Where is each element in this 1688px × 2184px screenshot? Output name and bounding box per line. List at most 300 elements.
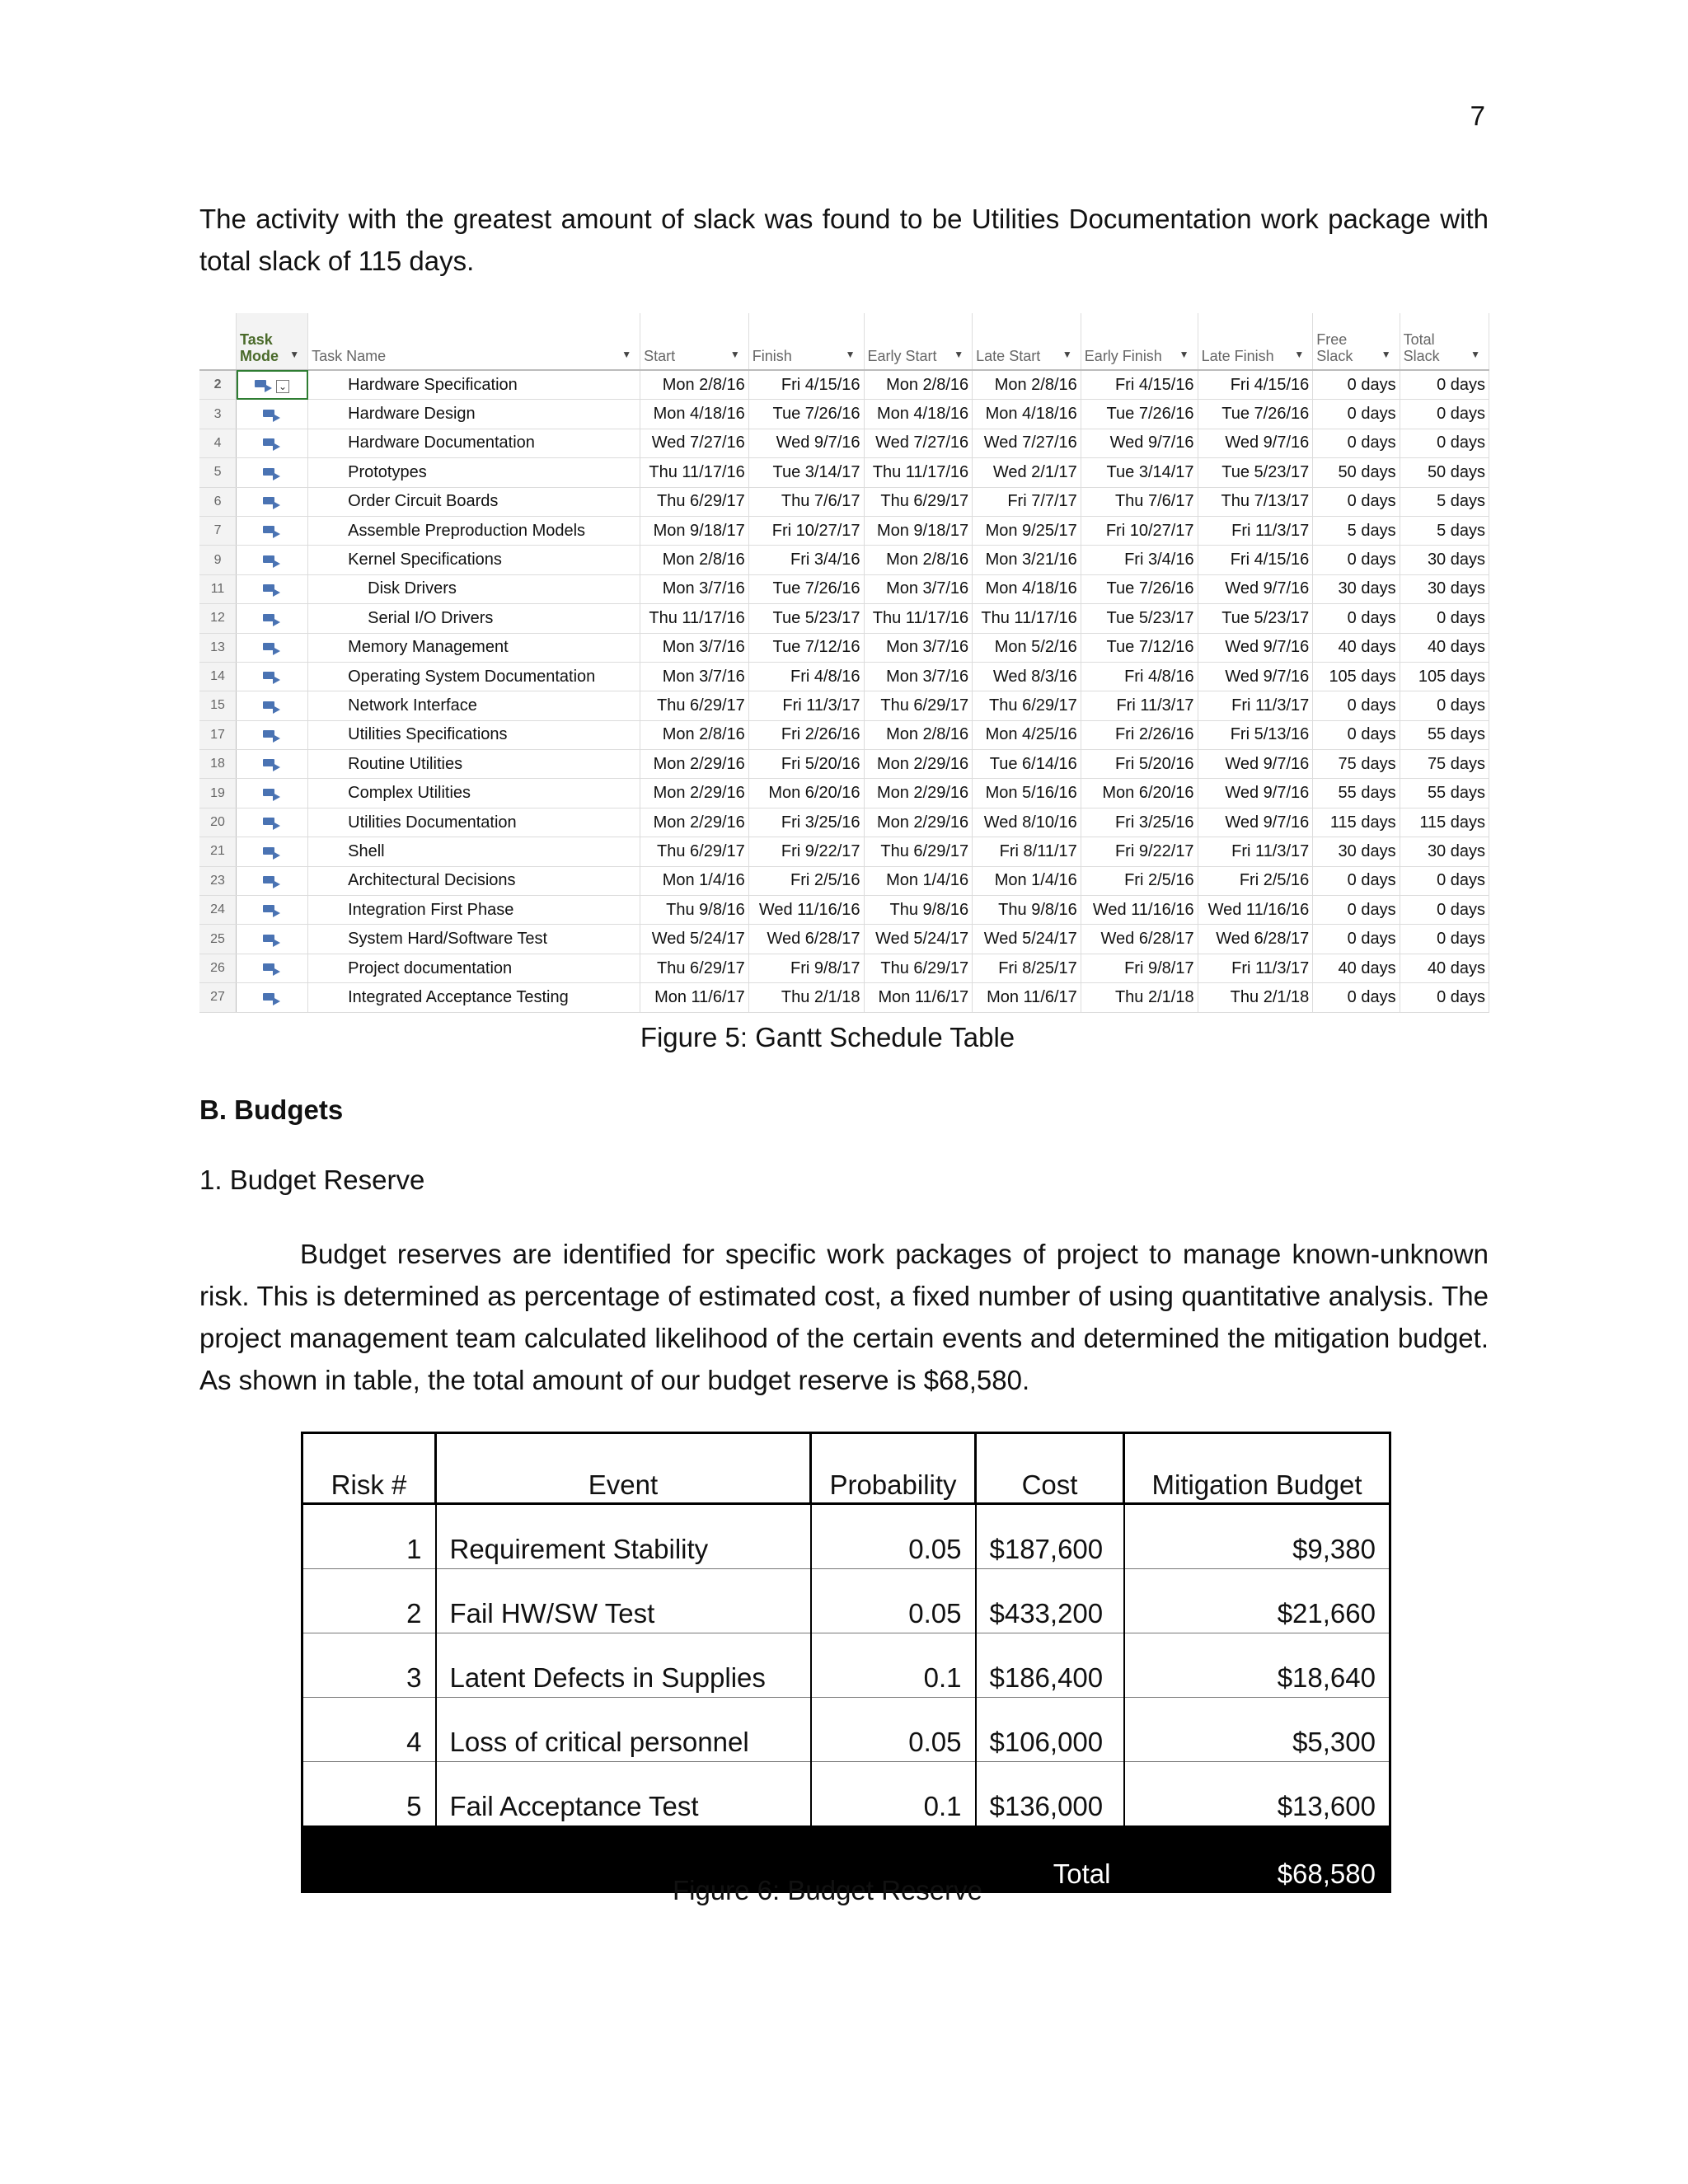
table-row[interactable] bbox=[199, 896, 1489, 925]
table-row[interactable] bbox=[199, 750, 1489, 779]
task-name[interactable]: Hardware Documentation bbox=[308, 429, 640, 457]
start-date[interactable]: Thu 6/29/17 bbox=[640, 954, 749, 982]
late-finish-date[interactable]: Wed 9/7/16 bbox=[1198, 662, 1313, 691]
finish-date[interactable]: Fri 11/3/17 bbox=[748, 691, 864, 720]
late-start-date[interactable]: Mon 11/6/17 bbox=[973, 983, 1081, 1012]
early-finish-date[interactable]: Tue 7/26/16 bbox=[1081, 400, 1198, 429]
table-row[interactable] bbox=[199, 633, 1489, 662]
finish-date[interactable]: Fri 9/8/17 bbox=[748, 954, 864, 982]
auto-scheduled-task-icon bbox=[263, 992, 281, 1004]
task-name[interactable]: Network Interface bbox=[308, 691, 640, 720]
total-slack-header[interactable]: Total Slack ▼ bbox=[1400, 313, 1489, 370]
early-start-date[interactable]: Mon 11/6/17 bbox=[864, 983, 973, 1012]
row-number[interactable]: 21 bbox=[199, 837, 237, 866]
task-name[interactable]: Project documentation bbox=[308, 954, 640, 982]
early-start-date[interactable]: Thu 11/17/16 bbox=[864, 604, 973, 633]
row-number[interactable]: 26 bbox=[199, 954, 237, 982]
task-name[interactable]: Routine Utilities bbox=[308, 750, 640, 779]
late-start-date[interactable]: Mon 3/21/16 bbox=[973, 546, 1081, 574]
late-start-date[interactable]: Wed 2/1/17 bbox=[973, 458, 1081, 487]
early-start-date[interactable]: Mon 2/8/16 bbox=[864, 546, 973, 574]
probability-value: 0.05 bbox=[811, 1698, 976, 1762]
free-slack[interactable]: 115 days bbox=[1313, 808, 1400, 837]
early-finish-date[interactable]: Tue 7/12/16 bbox=[1081, 633, 1198, 662]
start-date[interactable]: Mon 2/29/16 bbox=[640, 808, 749, 837]
free-slack[interactable]: 105 days bbox=[1313, 662, 1400, 691]
table-row[interactable] bbox=[199, 574, 1489, 603]
late-start-date[interactable]: Wed 8/10/16 bbox=[973, 808, 1081, 837]
late-finish-header[interactable]: Late Finish ▼ bbox=[1198, 313, 1313, 370]
row-number[interactable]: 6 bbox=[199, 487, 237, 516]
table-row[interactable] bbox=[199, 516, 1489, 545]
task-mode-cell[interactable] bbox=[237, 604, 308, 633]
row-number[interactable]: 19 bbox=[199, 779, 237, 808]
dropdown-arrow-icon[interactable]: ▼ bbox=[1294, 349, 1305, 360]
start-date[interactable]: Mon 2/8/16 bbox=[640, 546, 749, 574]
start-date[interactable]: Mon 4/18/16 bbox=[640, 400, 749, 429]
table-row[interactable] bbox=[199, 370, 1489, 400]
total-slack[interactable]: 30 days bbox=[1400, 837, 1489, 866]
task-mode-cell[interactable] bbox=[237, 720, 308, 749]
dropdown-arrow-icon[interactable]: ▼ bbox=[1179, 349, 1189, 360]
row-number[interactable]: 12 bbox=[199, 604, 237, 633]
table-row[interactable] bbox=[199, 487, 1489, 516]
total-slack[interactable]: 55 days bbox=[1400, 779, 1489, 808]
table-row[interactable] bbox=[199, 720, 1489, 749]
table-row[interactable] bbox=[199, 983, 1489, 1012]
finish-date[interactable]: Wed 11/16/16 bbox=[748, 896, 864, 925]
total-slack[interactable]: 0 days bbox=[1400, 896, 1489, 925]
early-finish-date[interactable]: Wed 11/16/16 bbox=[1081, 896, 1198, 925]
early-start-date[interactable]: Wed 7/27/16 bbox=[864, 429, 973, 457]
total-slack[interactable]: 30 days bbox=[1400, 574, 1489, 603]
start-date[interactable]: Wed 7/27/16 bbox=[640, 429, 749, 457]
task-mode-cell[interactable] bbox=[237, 925, 308, 954]
total-slack[interactable]: 0 days bbox=[1400, 604, 1489, 633]
task-mode-cell[interactable] bbox=[237, 487, 308, 516]
task-mode-cell[interactable] bbox=[237, 429, 308, 457]
task-mode-cell[interactable] bbox=[237, 633, 308, 662]
table-row[interactable] bbox=[199, 662, 1489, 691]
late-finish-date[interactable]: Fri 5/13/16 bbox=[1198, 720, 1313, 749]
early-start-date[interactable]: Thu 9/8/16 bbox=[864, 896, 973, 925]
table-row[interactable] bbox=[199, 458, 1489, 487]
total-slack[interactable]: 0 days bbox=[1400, 429, 1489, 457]
finish-header[interactable]: Finish ▼ bbox=[748, 313, 864, 370]
free-slack-header[interactable]: Free Slack ▼ bbox=[1313, 313, 1400, 370]
task-mode-cell[interactable] bbox=[237, 866, 308, 895]
start-date[interactable]: Thu 9/8/16 bbox=[640, 896, 749, 925]
early-finish-date[interactable]: Fri 11/3/17 bbox=[1081, 691, 1198, 720]
task-name[interactable]: Kernel Specifications bbox=[308, 546, 640, 574]
early-start-date[interactable]: Thu 6/29/17 bbox=[864, 837, 973, 866]
dropdown-arrow-icon[interactable]: ▼ bbox=[954, 349, 964, 360]
late-start-date[interactable]: Fri 8/11/17 bbox=[973, 837, 1081, 866]
row-number[interactable]: 11 bbox=[199, 574, 237, 603]
task-name[interactable]: Assemble Preproduction Models bbox=[308, 516, 640, 545]
free-slack[interactable]: 40 days bbox=[1313, 633, 1400, 662]
early-finish-date[interactable]: Fri 9/22/17 bbox=[1081, 837, 1198, 866]
finish-date[interactable]: Thu 7/6/17 bbox=[748, 487, 864, 516]
late-start-date[interactable]: Mon 5/2/16 bbox=[973, 633, 1081, 662]
free-slack[interactable]: 0 days bbox=[1313, 925, 1400, 954]
start-date[interactable]: Thu 11/17/16 bbox=[640, 604, 749, 633]
late-finish-date[interactable]: Tue 5/23/17 bbox=[1198, 458, 1313, 487]
start-header[interactable]: Start ▼ bbox=[640, 313, 749, 370]
auto-scheduled-task-icon bbox=[263, 701, 281, 712]
finish-date[interactable]: Fri 4/15/16 bbox=[748, 370, 864, 400]
free-slack[interactable]: 0 days bbox=[1313, 604, 1400, 633]
free-slack[interactable]: 0 days bbox=[1313, 370, 1400, 400]
row-number[interactable]: 27 bbox=[199, 983, 237, 1012]
table-row[interactable] bbox=[199, 429, 1489, 457]
row-number[interactable]: 14 bbox=[199, 662, 237, 691]
task-name[interactable]: Utilities Documentation bbox=[308, 808, 640, 837]
late-finish-date[interactable]: Fri 2/5/16 bbox=[1198, 866, 1313, 895]
row-number[interactable]: 24 bbox=[199, 896, 237, 925]
free-slack[interactable]: 50 days bbox=[1313, 458, 1400, 487]
table-row[interactable] bbox=[199, 691, 1489, 720]
late-start-header[interactable]: Late Start ▼ bbox=[973, 313, 1081, 370]
early-start-date[interactable]: Mon 2/29/16 bbox=[864, 779, 973, 808]
free-slack[interactable]: 0 days bbox=[1313, 691, 1400, 720]
total-slack[interactable]: 50 days bbox=[1400, 458, 1489, 487]
late-start-date[interactable]: Tue 6/14/16 bbox=[973, 750, 1081, 779]
row-number[interactable]: 15 bbox=[199, 691, 237, 720]
task-name[interactable]: Architectural Decisions bbox=[308, 866, 640, 895]
total-slack[interactable]: 55 days bbox=[1400, 720, 1489, 749]
free-slack[interactable]: 0 days bbox=[1313, 720, 1400, 749]
late-start-date[interactable]: Mon 9/25/17 bbox=[973, 516, 1081, 545]
finish-date[interactable]: Fri 10/27/17 bbox=[748, 516, 864, 545]
early-finish-date[interactable]: Thu 2/1/18 bbox=[1081, 983, 1198, 1012]
early-start-date[interactable]: Mon 3/7/16 bbox=[864, 574, 973, 603]
finish-date[interactable]: Fri 5/20/16 bbox=[748, 750, 864, 779]
late-finish-date[interactable]: Wed 11/16/16 bbox=[1198, 896, 1313, 925]
late-finish-date[interactable]: Wed 9/7/16 bbox=[1198, 779, 1313, 808]
task-mode-cell[interactable] bbox=[237, 750, 308, 779]
free-slack[interactable]: 0 days bbox=[1313, 983, 1400, 1012]
total-slack[interactable]: 40 days bbox=[1400, 633, 1489, 662]
finish-date[interactable]: Fri 3/4/16 bbox=[748, 546, 864, 574]
task-name[interactable]: Complex Utilities bbox=[308, 779, 640, 808]
risk-number: 2 bbox=[302, 1569, 436, 1633]
task-mode-cell[interactable] bbox=[237, 779, 308, 808]
late-finish-date[interactable]: Wed 9/7/16 bbox=[1198, 750, 1313, 779]
early-finish-date[interactable]: Fri 10/27/17 bbox=[1081, 516, 1198, 545]
free-slack[interactable]: 0 days bbox=[1313, 546, 1400, 574]
table-row[interactable] bbox=[199, 400, 1489, 429]
task-name[interactable]: Memory Management bbox=[308, 633, 640, 662]
finish-date[interactable]: Tue 3/14/17 bbox=[748, 458, 864, 487]
start-date[interactable]: Wed 5/24/17 bbox=[640, 925, 749, 954]
dropdown-arrow-icon[interactable]: ▼ bbox=[845, 349, 856, 360]
late-finish-date[interactable]: Fri 4/15/16 bbox=[1198, 370, 1313, 400]
row-number[interactable]: 23 bbox=[199, 866, 237, 895]
late-start-date[interactable]: Mon 1/4/16 bbox=[973, 866, 1081, 895]
finish-date[interactable]: Tue 7/26/16 bbox=[748, 400, 864, 429]
dropdown-arrow-icon[interactable]: ▼ bbox=[1381, 349, 1391, 360]
auto-scheduled-task-icon bbox=[263, 525, 281, 537]
late-finish-date[interactable]: Fri 4/15/16 bbox=[1198, 546, 1313, 574]
total-slack[interactable]: 0 days bbox=[1400, 983, 1489, 1012]
chevron-down-icon[interactable]: ⌄ bbox=[276, 380, 289, 393]
finish-date[interactable]: Wed 9/7/16 bbox=[748, 429, 864, 457]
task-mode-cell[interactable] bbox=[237, 516, 308, 545]
early-finish-date[interactable]: Fri 5/20/16 bbox=[1081, 750, 1198, 779]
task-mode-cell[interactable] bbox=[237, 808, 308, 837]
table-row[interactable] bbox=[199, 837, 1489, 866]
late-start-date[interactable]: Mon 4/18/16 bbox=[973, 574, 1081, 603]
early-start-date[interactable]: Mon 1/4/16 bbox=[864, 866, 973, 895]
early-finish-date[interactable]: Tue 7/26/16 bbox=[1081, 574, 1198, 603]
early-start-date[interactable]: Mon 2/8/16 bbox=[864, 370, 973, 400]
probability-value: 0.1 bbox=[811, 1762, 976, 1826]
row-number[interactable]: 17 bbox=[199, 720, 237, 749]
late-finish-date[interactable]: Fri 11/3/17 bbox=[1198, 691, 1313, 720]
start-date[interactable]: Thu 6/29/17 bbox=[640, 487, 749, 516]
start-date[interactable]: Thu 11/17/16 bbox=[640, 458, 749, 487]
row-number[interactable]: 5 bbox=[199, 458, 237, 487]
late-start-date[interactable]: Mon 2/8/16 bbox=[973, 370, 1081, 400]
dropdown-arrow-icon[interactable]: ▼ bbox=[289, 349, 300, 360]
finish-date[interactable]: Fri 3/25/16 bbox=[748, 808, 864, 837]
task-mode-cell[interactable] bbox=[237, 662, 308, 691]
finish-date[interactable]: Fri 2/26/16 bbox=[748, 720, 864, 749]
start-date[interactable]: Mon 3/7/16 bbox=[640, 662, 749, 691]
finish-date[interactable]: Tue 5/23/17 bbox=[748, 604, 864, 633]
probability-value: 0.1 bbox=[811, 1633, 976, 1698]
early-finish-date[interactable]: Mon 6/20/16 bbox=[1081, 779, 1198, 808]
dropdown-arrow-icon[interactable]: ▼ bbox=[729, 349, 740, 360]
late-finish-date[interactable]: Wed 9/7/16 bbox=[1198, 429, 1313, 457]
row-number[interactable]: 25 bbox=[199, 925, 237, 954]
start-date[interactable]: Mon 1/4/16 bbox=[640, 866, 749, 895]
mitigation-budget-value: $9,380 bbox=[1124, 1504, 1390, 1569]
free-slack[interactable]: 0 days bbox=[1313, 487, 1400, 516]
early-start-date[interactable]: Thu 6/29/17 bbox=[864, 954, 973, 982]
late-start-date[interactable]: Wed 8/3/16 bbox=[973, 662, 1081, 691]
early-finish-header[interactable]: Early Finish ▼ bbox=[1081, 313, 1198, 370]
late-start-date[interactable]: Thu 6/29/17 bbox=[973, 691, 1081, 720]
total-slack[interactable]: 40 days bbox=[1400, 954, 1489, 982]
early-start-date[interactable]: Mon 2/29/16 bbox=[864, 750, 973, 779]
early-finish-date[interactable]: Tue 5/23/17 bbox=[1081, 604, 1198, 633]
late-start-date[interactable]: Wed 7/27/16 bbox=[973, 429, 1081, 457]
start-date[interactable]: Mon 2/29/16 bbox=[640, 750, 749, 779]
late-finish-date[interactable]: Wed 9/7/16 bbox=[1198, 633, 1313, 662]
early-start-date[interactable]: Mon 2/29/16 bbox=[864, 808, 973, 837]
free-slack[interactable]: 0 days bbox=[1313, 896, 1400, 925]
start-date[interactable]: Mon 2/29/16 bbox=[640, 779, 749, 808]
table-row[interactable] bbox=[199, 808, 1489, 837]
intro-paragraph: The activity with the greatest amount of slack was found to be Utilities Documentation work package with total slack of 115 days. bbox=[199, 204, 1489, 276]
late-start-date[interactable]: Mon 5/16/16 bbox=[973, 779, 1081, 808]
task-name[interactable]: Order Circuit Boards bbox=[308, 487, 640, 516]
row-number[interactable]: 9 bbox=[199, 546, 237, 574]
auto-scheduled-task-icon bbox=[263, 438, 281, 449]
early-finish-date[interactable]: Fri 2/5/16 bbox=[1081, 866, 1198, 895]
early-finish-date[interactable]: Wed 6/28/17 bbox=[1081, 925, 1198, 954]
early-start-date[interactable]: Thu 6/29/17 bbox=[864, 487, 973, 516]
task-name-header[interactable]: Task Name ▼ bbox=[308, 313, 640, 370]
start-date[interactable]: Mon 9/18/17 bbox=[640, 516, 749, 545]
task-name[interactable]: Serial I/O Drivers bbox=[308, 604, 640, 633]
early-finish-date[interactable]: Tue 3/14/17 bbox=[1081, 458, 1198, 487]
late-finish-date[interactable]: Wed 9/7/16 bbox=[1198, 808, 1313, 837]
late-finish-date[interactable]: Wed 6/28/17 bbox=[1198, 925, 1313, 954]
table-row[interactable] bbox=[199, 604, 1489, 633]
task-name[interactable]: Integration First Phase bbox=[308, 896, 640, 925]
total-slack[interactable]: 0 days bbox=[1400, 400, 1489, 429]
total-slack[interactable]: 0 days bbox=[1400, 691, 1489, 720]
row-number[interactable]: 13 bbox=[199, 633, 237, 662]
start-date[interactable]: Mon 11/6/17 bbox=[640, 983, 749, 1012]
late-finish-date[interactable]: Fri 11/3/17 bbox=[1198, 954, 1313, 982]
late-start-date[interactable]: Fri 7/7/17 bbox=[973, 487, 1081, 516]
dropdown-arrow-icon[interactable]: ▼ bbox=[1470, 349, 1480, 360]
start-date[interactable]: Thu 6/29/17 bbox=[640, 691, 749, 720]
table-row[interactable] bbox=[199, 866, 1489, 895]
task-mode-cell[interactable] bbox=[237, 400, 308, 429]
total-slack[interactable]: 75 days bbox=[1400, 750, 1489, 779]
row-number[interactable]: 2 bbox=[199, 370, 237, 400]
early-finish-date[interactable]: Fri 4/8/16 bbox=[1081, 662, 1198, 691]
task-mode-cell[interactable] bbox=[237, 983, 308, 1012]
dropdown-arrow-icon[interactable]: ▼ bbox=[621, 349, 632, 360]
task-mode-cell[interactable] bbox=[237, 691, 308, 720]
task-mode-cell[interactable] bbox=[237, 370, 308, 400]
late-start-date[interactable]: Thu 9/8/16 bbox=[973, 896, 1081, 925]
free-slack[interactable]: 30 days bbox=[1313, 574, 1400, 603]
late-start-date[interactable]: Wed 5/24/17 bbox=[973, 925, 1081, 954]
early-start-date[interactable]: Wed 5/24/17 bbox=[864, 925, 973, 954]
task-name[interactable]: System Hard/Software Test bbox=[308, 925, 640, 954]
table-row[interactable] bbox=[199, 779, 1489, 808]
row-number[interactable]: 7 bbox=[199, 516, 237, 545]
task-mode-cell[interactable] bbox=[237, 837, 308, 866]
row-number-header bbox=[199, 313, 237, 370]
row-number[interactable]: 4 bbox=[199, 429, 237, 457]
early-start-date[interactable]: Thu 11/17/16 bbox=[864, 458, 973, 487]
finish-date[interactable]: Wed 6/28/17 bbox=[748, 925, 864, 954]
early-finish-date[interactable]: Fri 4/15/16 bbox=[1081, 370, 1198, 400]
total-slack[interactable]: 105 days bbox=[1400, 662, 1489, 691]
task-name[interactable]: Operating System Documentation bbox=[308, 662, 640, 691]
start-date[interactable]: Thu 6/29/17 bbox=[640, 837, 749, 866]
total-slack[interactable]: 115 days bbox=[1400, 808, 1489, 837]
start-date[interactable]: Mon 3/7/16 bbox=[640, 633, 749, 662]
finish-date[interactable]: Fri 4/8/16 bbox=[748, 662, 864, 691]
start-date[interactable]: Mon 3/7/16 bbox=[640, 574, 749, 603]
total-slack[interactable]: 0 days bbox=[1400, 866, 1489, 895]
section-heading-budgets: B. Budgets bbox=[199, 1094, 344, 1125]
late-start-date[interactable]: Fri 8/25/17 bbox=[973, 954, 1081, 982]
late-finish-date[interactable]: Tue 7/26/16 bbox=[1198, 400, 1313, 429]
early-start-date[interactable]: Thu 6/29/17 bbox=[864, 691, 973, 720]
table-row[interactable] bbox=[199, 954, 1489, 982]
free-slack[interactable]: 75 days bbox=[1313, 750, 1400, 779]
task-mode-header[interactable]: Task Mode ▼ bbox=[237, 313, 308, 370]
finish-date[interactable]: Fri 9/22/17 bbox=[748, 837, 864, 866]
early-finish-date[interactable]: Fri 9/8/17 bbox=[1081, 954, 1198, 982]
free-slack[interactable]: 55 days bbox=[1313, 779, 1400, 808]
task-name[interactable]: Integrated Acceptance Testing bbox=[308, 983, 640, 1012]
dropdown-arrow-icon[interactable]: ▼ bbox=[1062, 349, 1072, 360]
row-number[interactable]: 20 bbox=[199, 808, 237, 837]
auto-scheduled-task-icon bbox=[263, 496, 281, 508]
free-slack[interactable]: 40 days bbox=[1313, 954, 1400, 982]
free-slack[interactable]: 0 days bbox=[1313, 400, 1400, 429]
task-name[interactable]: Disk Drivers bbox=[308, 574, 640, 603]
early-finish-date[interactable]: Fri 2/26/16 bbox=[1081, 720, 1198, 749]
task-name[interactable]: Hardware Design bbox=[308, 400, 640, 429]
late-start-date[interactable]: Mon 4/18/16 bbox=[973, 400, 1081, 429]
total-slack[interactable]: 30 days bbox=[1400, 546, 1489, 574]
free-slack[interactable]: 0 days bbox=[1313, 866, 1400, 895]
task-mode-cell[interactable] bbox=[237, 954, 308, 982]
task-name[interactable]: Prototypes bbox=[308, 458, 640, 487]
early-finish-date[interactable]: Thu 7/6/17 bbox=[1081, 487, 1198, 516]
early-finish-date[interactable]: Fri 3/25/16 bbox=[1081, 808, 1198, 837]
free-slack[interactable]: 30 days bbox=[1313, 837, 1400, 866]
table-row[interactable] bbox=[199, 546, 1489, 574]
finish-date[interactable]: Tue 7/12/16 bbox=[748, 633, 864, 662]
auto-scheduled-task-icon bbox=[263, 642, 281, 654]
late-finish-date[interactable]: Fri 11/3/17 bbox=[1198, 837, 1313, 866]
late-finish-date[interactable]: Thu 2/1/18 bbox=[1198, 983, 1313, 1012]
late-finish-date[interactable]: Wed 9/7/16 bbox=[1198, 574, 1313, 603]
task-name[interactable]: Hardware Specification bbox=[308, 370, 640, 400]
row-number[interactable]: 18 bbox=[199, 750, 237, 779]
early-finish-date[interactable]: Wed 9/7/16 bbox=[1081, 429, 1198, 457]
finish-date[interactable]: Fri 2/5/16 bbox=[748, 866, 864, 895]
task-mode-cell[interactable] bbox=[237, 574, 308, 603]
late-start-date[interactable]: Mon 4/25/16 bbox=[973, 720, 1081, 749]
total-slack[interactable]: 0 days bbox=[1400, 370, 1489, 400]
table-row[interactable] bbox=[199, 925, 1489, 954]
late-start-date[interactable]: Thu 11/17/16 bbox=[973, 604, 1081, 633]
early-start-date[interactable]: Mon 3/7/16 bbox=[864, 662, 973, 691]
finish-date[interactable]: Mon 6/20/16 bbox=[748, 779, 864, 808]
late-finish-date[interactable]: Fri 11/3/17 bbox=[1198, 516, 1313, 545]
early-start-date[interactable]: Mon 9/18/17 bbox=[864, 516, 973, 545]
task-mode-cell[interactable] bbox=[237, 896, 308, 925]
early-start-header[interactable]: Early Start ▼ bbox=[864, 313, 973, 370]
task-name[interactable]: Shell bbox=[308, 837, 640, 866]
task-name[interactable]: Utilities Specifications bbox=[308, 720, 640, 749]
finish-date[interactable]: Thu 2/1/18 bbox=[748, 983, 864, 1012]
early-start-date[interactable]: Mon 4/18/16 bbox=[864, 400, 973, 429]
total-slack[interactable]: 0 days bbox=[1400, 925, 1489, 954]
total-slack[interactable]: 5 days bbox=[1400, 516, 1489, 545]
early-start-date[interactable]: Mon 2/8/16 bbox=[864, 720, 973, 749]
start-date[interactable]: Mon 2/8/16 bbox=[640, 370, 749, 400]
free-slack[interactable]: 5 days bbox=[1313, 516, 1400, 545]
row-number[interactable]: 3 bbox=[199, 400, 237, 429]
finish-date[interactable]: Tue 7/26/16 bbox=[748, 574, 864, 603]
start-date[interactable]: Mon 2/8/16 bbox=[640, 720, 749, 749]
task-mode-cell[interactable] bbox=[237, 546, 308, 574]
total-slack[interactable]: 5 days bbox=[1400, 487, 1489, 516]
late-finish-date[interactable]: Tue 5/23/17 bbox=[1198, 604, 1313, 633]
auto-scheduled-task-icon bbox=[263, 758, 281, 770]
early-finish-date[interactable]: Fri 3/4/16 bbox=[1081, 546, 1198, 574]
task-mode-cell[interactable] bbox=[237, 458, 308, 487]
late-finish-date[interactable]: Thu 7/13/17 bbox=[1198, 487, 1313, 516]
free-slack[interactable]: 0 days bbox=[1313, 429, 1400, 457]
early-start-date[interactable]: Mon 3/7/16 bbox=[864, 633, 973, 662]
